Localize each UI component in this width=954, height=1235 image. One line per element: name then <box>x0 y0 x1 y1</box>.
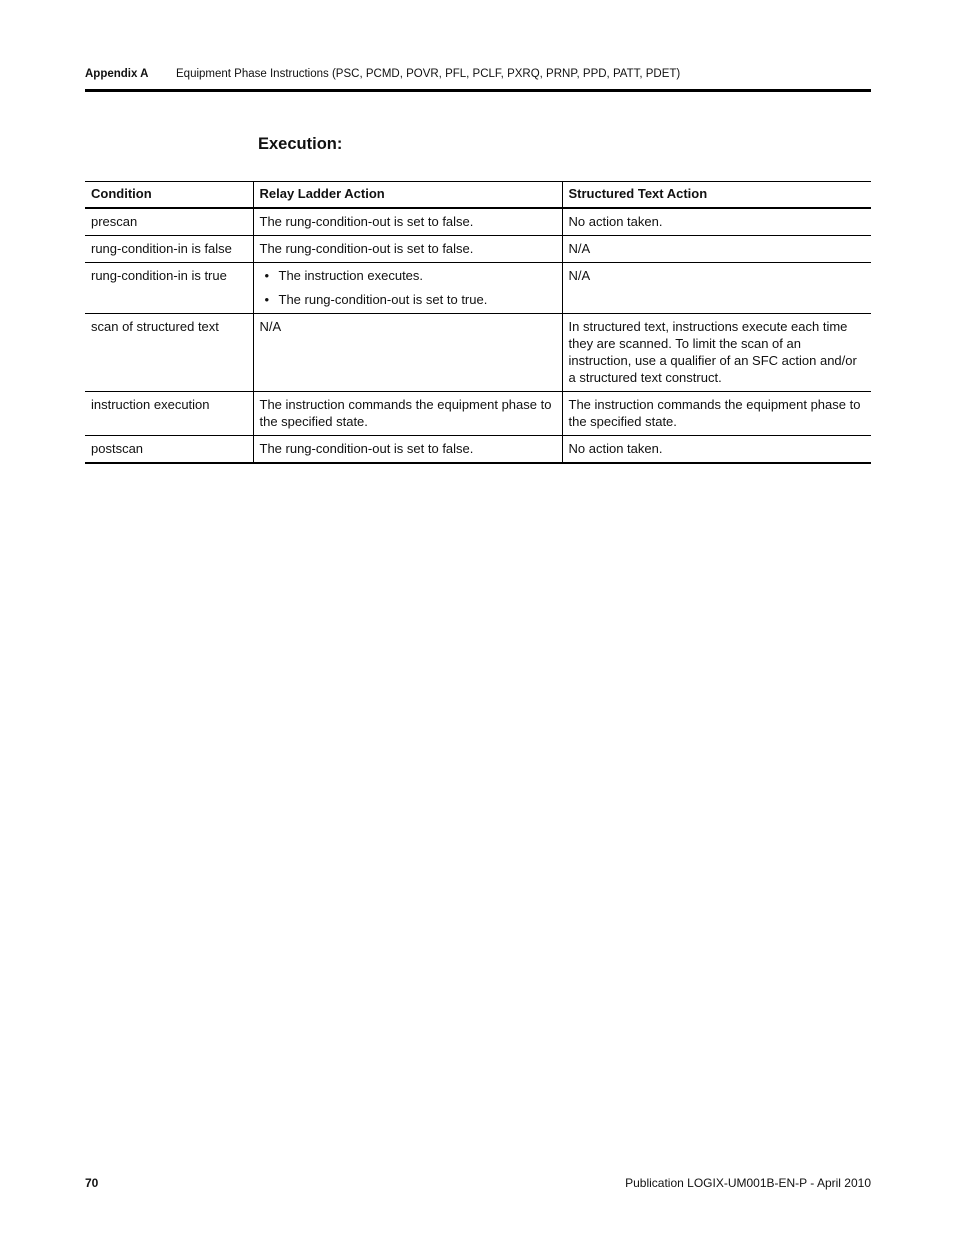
relay-action-cell: N/A <box>253 314 562 392</box>
table-header-row <box>85 182 871 209</box>
table-row <box>85 208 871 236</box>
relay-action-cell: The rung-condition-out is set to false. <box>253 436 562 464</box>
appendix-label: Appendix A <box>85 68 149 80</box>
relay-action-cell: The instruction commands the equipment phase to the specified state. <box>253 392 562 436</box>
column-header-condition: Condition <box>85 182 253 209</box>
condition-cell: instruction execution <box>85 392 253 436</box>
column-header-relay-ladder: Relay Ladder Action <box>253 182 562 209</box>
condition-cell: prescan <box>85 208 253 236</box>
st-action-cell: No action taken. <box>562 208 871 236</box>
st-action-cell: The instruction commands the equipment phase to the specified state. <box>562 392 871 436</box>
table-row <box>85 392 871 436</box>
condition-cell: scan of structured text <box>85 314 253 392</box>
relay-action-cell <box>253 263 562 314</box>
table-row <box>85 263 871 314</box>
table-row <box>85 314 871 392</box>
st-action-cell: N/A <box>562 236 871 263</box>
st-action-cell: N/A <box>562 263 871 314</box>
relay-action-list <box>260 267 556 308</box>
section-title: Execution: <box>258 135 343 153</box>
condition-cell: postscan <box>85 436 253 464</box>
list-item: • The instruction executes. <box>260 267 556 284</box>
execution-table <box>85 181 871 464</box>
column-header-structured-text: Structured Text Action <box>562 182 871 209</box>
condition-cell: rung-condition-in is false <box>85 236 253 263</box>
relay-action-cell: The rung-condition-out is set to false. <box>253 236 562 263</box>
header-title: Equipment Phase Instructions (PSC, PCMD, POVR, PFL, PCLF, PXRQ, PRNP, PPD, PATT, PDET) <box>176 68 681 80</box>
st-action-cell: No action taken. <box>562 436 871 464</box>
page-header <box>85 66 871 82</box>
relay-action-cell: The rung-condition-out is set to false. <box>253 208 562 236</box>
page-number: 70 <box>85 1176 99 1190</box>
publication-info: Publication LOGIX-UM001B-EN-P - April 2010 <box>625 1176 871 1190</box>
header-rule <box>85 89 871 92</box>
condition-cell: rung-condition-in is true <box>85 263 253 314</box>
table-row <box>85 236 871 263</box>
list-item: • The rung-condition-out is set to true. <box>260 291 556 308</box>
st-action-cell: In structured text, instructions execute each time they are scanned. To limit the scan of an instruction, use a qualifier of an SFC action and/or a structured text construct. <box>562 314 871 392</box>
table-row <box>85 436 871 464</box>
